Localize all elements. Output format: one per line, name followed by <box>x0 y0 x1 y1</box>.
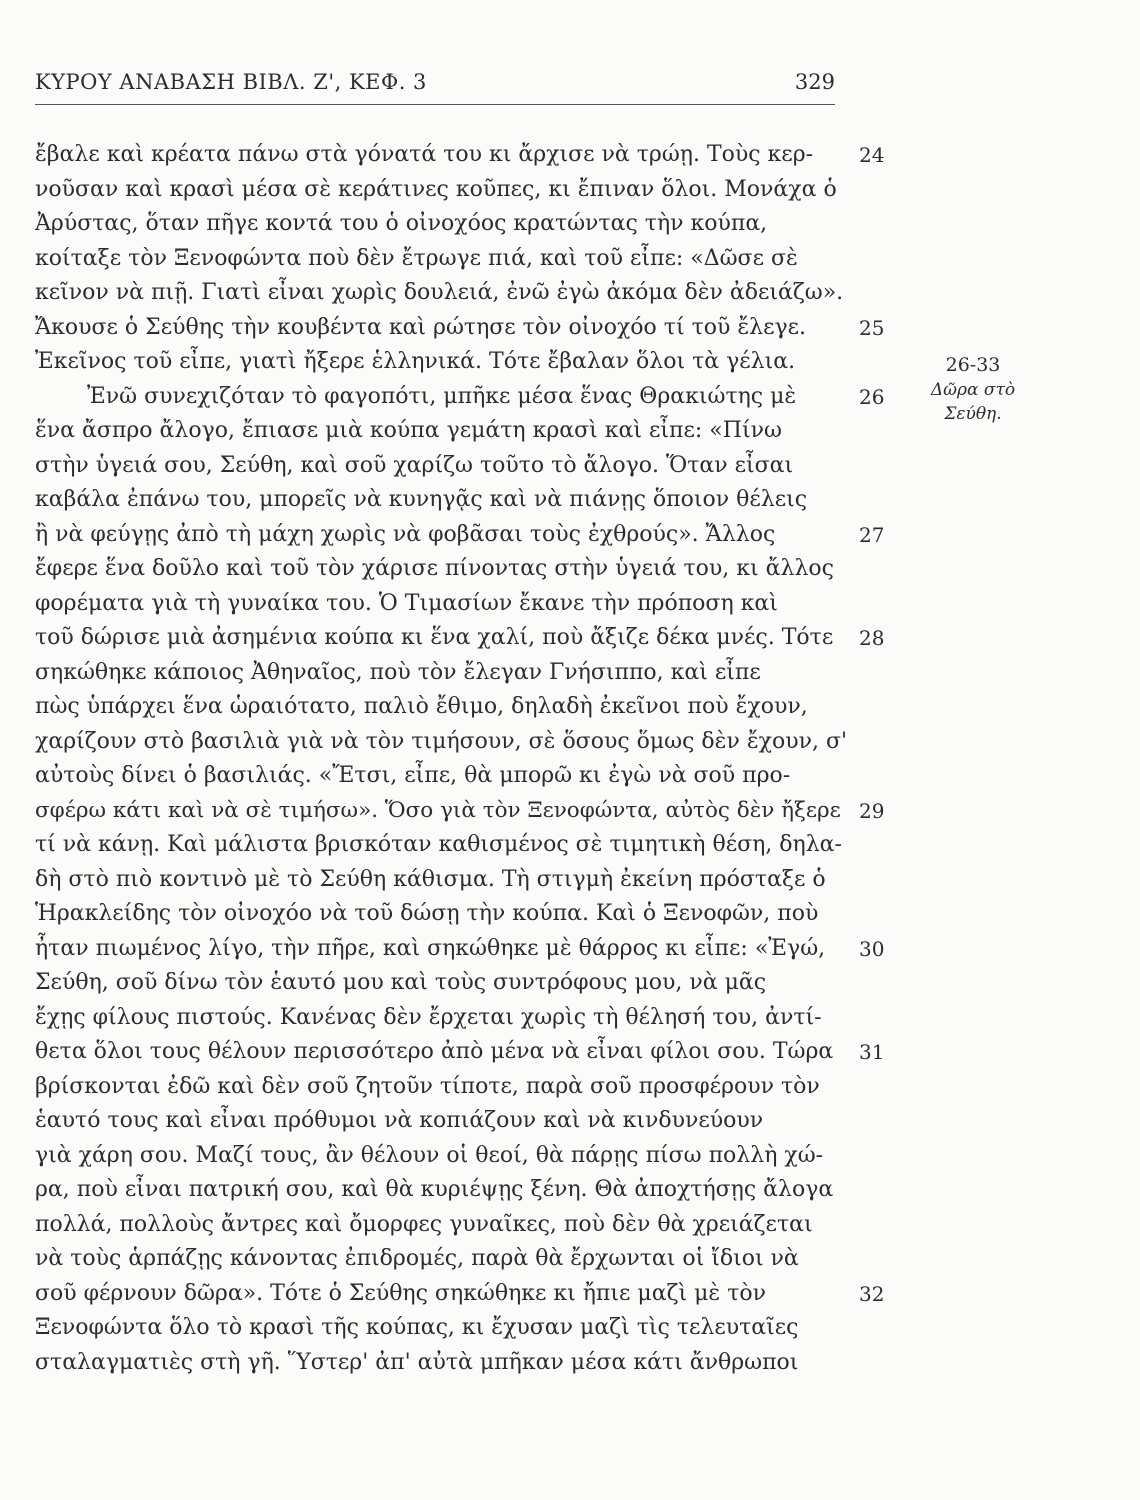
text-line-content: Ξενοφώντα ὅλο τὸ κρασὶ τῆς κούπας, κι ἔχυσαν μαζὶ τὶς τελευταῖες <box>35 1315 799 1340</box>
text-line <box>35 794 915 829</box>
text-line-content: ἔχῃς φίλους πιστούς. Κανένας δὲν ἔρχεται χωρὶς τὴ θέλησή του, ἀντί- <box>35 1004 822 1030</box>
text-line <box>35 725 915 760</box>
text-line-content: Ἄκουσε ὁ Σεύθης τὴν κουβέντα καὶ ρώτησε τὸν οἰνοχόο τί τοῦ ἔλεγε. <box>35 314 807 340</box>
section-number: 32 <box>859 1281 885 1306</box>
text-line <box>35 414 915 449</box>
text-line-content: φορέματα γιὰ τὴ γυναίκα του. Ὁ Τιμασίων ἔκανε τὴν πρόποση καὶ <box>35 590 778 616</box>
text-line <box>35 1277 915 1312</box>
text-line-content: νὰ τοὺς ἁρπάζῃς κάνοντας ἐπιδρομές, παρὰ θὰ ἔρχωνται οἱ ἴδιοι νὰ <box>35 1246 799 1271</box>
text-line-content: ἢ νὰ φεύγῃς ἀπὸ τὴ μάχη χωρὶς νὰ φοβᾶσαι τοὺς ἐχθρούς». Ἄλλος <box>35 521 776 547</box>
text-line <box>35 1139 915 1174</box>
text-line-content: ρα, ποὺ εἶναι πατρική σου, καὶ θὰ κυριέψῃς ξένη. Θὰ ἀποχτήσῃς ἄλογα <box>35 1177 834 1202</box>
section-number: 29 <box>859 798 885 823</box>
text-line-content: Ἐνῶ συνεχιζόταν τὸ φαγοπότι, μπῆκε μέσα ἕνας Θρακιώτης μὲ <box>87 383 797 409</box>
text-line <box>35 828 915 863</box>
text-line <box>35 552 915 587</box>
text-line <box>35 1070 915 1105</box>
header-rule <box>35 104 835 105</box>
text-line-content: γιὰ χάρη σου. Μαζί τους, ἂν θέλουν οἱ θεοί, θὰ πάρῃς πίσω πολλὴ χώ- <box>35 1142 824 1168</box>
text-line <box>35 1208 915 1243</box>
text-line <box>35 518 915 553</box>
text-line <box>35 138 915 173</box>
section-number: 28 <box>859 626 885 650</box>
text-line-content: νοῦσαν καὶ κρασὶ μέσα σὲ κεράτινες κοῦπες, κι ἔπιναν ὅλοι. Μονάχα ὁ <box>35 176 837 202</box>
text-line-content: σοῦ φέρνουν δῶρα». Τότε ὁ Σεύθης σηκώθηκε κι ἤπιε μαζὶ μὲ τὸν <box>35 1280 766 1306</box>
section-number: 25 <box>859 315 885 340</box>
text-line <box>35 1001 915 1036</box>
text-line-content: ἦταν πιωμένος λίγο, τὴν πῆρε, καὶ σηκώθηκε μὲ θάρρος κι εἶπε: «Ἐγώ, <box>35 935 826 961</box>
text-line-content: τοῦ δώρισε μιὰ ἀσημένια κούπα κι ἕνα χαλί, ποὺ ἄξιζε δέκα μνές. Τότε <box>35 625 834 650</box>
text-line-content: αὐτοὺς δίνει ὁ βασιλιάς. «Ἔτσι, εἶπε, θὰ μπορῶ κι ἐγὼ νὰ σοῦ προ- <box>35 763 791 788</box>
text-line <box>35 449 915 484</box>
text-line <box>35 1346 915 1381</box>
text-line-content: ἔφερε ἕνα δοῦλο καὶ τοῦ τὸν χάρισε πίνοντας στὴν ὑγειά του, κι ἄλλος <box>35 556 834 581</box>
text-line-content: σηκώθηκε κάποιος Ἀθηναῖος, ποὺ τὸν ἔλεγαν Γνήσιππο, καὶ εἶπε <box>35 659 761 685</box>
text-line-content: ἑαυτό τους καὶ εἶναι πρόθυμοι νὰ κοπιάζουν καὶ νὰ κινδυνεύουν <box>35 1108 764 1133</box>
text-line <box>35 242 915 277</box>
text-line <box>35 1242 915 1277</box>
text-line-content: ἔβαλε καὶ κρέατα πάνω στὰ γόνατά του κι ἄρχισε νὰ τρώῃ. Τοὺς κερ- <box>35 142 814 167</box>
page-number: 329 <box>794 70 835 94</box>
text-line-content: Σεύθη, σοῦ δίνω τὸν ἑαυτό μου καὶ τοὺς συντρόφους μου, νὰ μᾶς <box>35 970 767 995</box>
text-line-content: σταλαγματιὲς στὴ γῆ. Ὕστερ' ἀπ' αὐτὰ μπῆκαν μέσα κάτι ἄνθρωποι <box>35 1349 799 1375</box>
text-line <box>35 276 915 311</box>
text-line-content: Ἡρακλείδης τὸν οἰνοχόο νὰ τοῦ δώσῃ τὴν κούπα. Καὶ ὁ Ξενοφῶν, ποὺ <box>35 901 819 926</box>
text-line <box>35 690 915 725</box>
text-line <box>35 345 915 380</box>
text-line <box>35 656 915 691</box>
text-line-content: πολλά, πολλοὺς ἄντρες καὶ ὄμορφες γυναῖκες, ποὺ δὲν θὰ χρειάζεται <box>35 1211 813 1237</box>
text-line <box>35 1173 915 1208</box>
text-line <box>35 863 915 898</box>
text-line <box>35 173 915 208</box>
section-number: 27 <box>859 522 885 547</box>
text-line <box>35 1311 915 1346</box>
running-header <box>35 70 835 102</box>
text-line-content: Ἐκεῖνος τοῦ εἶπε, γιατὶ ἤξερε ἑλληνικά. Τότε ἔβαλαν ὅλοι τὰ γέλια. <box>35 349 796 374</box>
running-title: ΚΥΡΟΥ ΑΝΑΒΑΣΗ ΒΙΒΛ. Ζ', ΚΕΦ. 3 <box>35 70 427 94</box>
text-line <box>35 966 915 1001</box>
text-line-content: βρίσκονται ἐδῶ καὶ δὲν σοῦ ζητοῦν τίποτε, παρὰ σοῦ προσφέρουν τὸν <box>35 1073 820 1099</box>
section-number: 30 <box>859 936 885 961</box>
text-line <box>35 759 915 794</box>
text-line-content: καβάλα ἐπάνω του, μπορεῖς νὰ κυνηγᾷς καὶ νὰ πιάνῃς ὅποιον θέλεις <box>35 487 808 512</box>
text-line <box>35 587 915 622</box>
margin-note-range: 26-33 <box>945 354 1001 376</box>
margin-note-line-2: Σεύθη. <box>944 404 1002 424</box>
text-line <box>35 483 915 518</box>
text-line <box>35 932 915 967</box>
text-line-content: ἕνα ἄσπρο ἄλογο, ἔπιασε μιὰ κούπα γεμάτη κρασὶ καὶ εἶπε: «Πίνω <box>35 418 782 443</box>
text-line <box>35 897 915 932</box>
text-line <box>35 621 915 656</box>
text-line-content: στὴν ὑγειά σου, Σεύθη, καὶ σοῦ χαρίζω τοῦτο τὸ ἄλογο. Ὅταν εἶσαι <box>35 452 794 478</box>
section-number: 31 <box>859 1040 885 1064</box>
text-line <box>35 207 915 242</box>
text-line <box>35 311 915 346</box>
section-number: 26 <box>859 384 885 409</box>
margin-note <box>928 352 1018 426</box>
body-text <box>35 138 915 1380</box>
section-number: 24 <box>859 143 885 167</box>
text-line-content: κεῖνον νὰ πιῇ. Γιατὶ εἶναι χωρὶς δουλειά, ἐνῶ ἐγὼ ἀκόμα δὲν ἀδειάζω». <box>35 280 844 305</box>
text-line-content: δὴ στὸ πιὸ κοντινὸ μὲ τὸ Σεύθη κάθισμα. Τὴ στιγμὴ ἐκείνη πρόσταξε ὁ <box>35 866 826 892</box>
text-line <box>35 1104 915 1139</box>
text-line-content: θετα ὅλοι τους θέλουν περισσότερο ἀπὸ μένα νὰ εἶναι φίλοι σου. Τώρα <box>35 1039 834 1064</box>
text-line-content: κοίταξε τὸν Ξενοφώντα ποὺ δὲν ἔτρωγε πιά, καὶ τοῦ εἶπε: «Δῶσε σὲ <box>35 245 798 271</box>
text-line-content: τί νὰ κάνῃ. Καὶ μάλιστα βρισκόταν καθισμένος σὲ τιμητικὴ θέση, δηλα- <box>35 832 842 857</box>
margin-note-line-1: Δῶρα στὸ <box>930 380 1016 400</box>
text-line-content: Ἀρύστας, ὅταν πῆγε κοντά του ὁ οἰνοχόος κρατώντας τὴν κούπα, <box>35 211 768 236</box>
text-line-content: χαρίζουν στὸ βασιλιὰ γιὰ νὰ τὸν τιμήσουν, σὲ ὅσους ὅμως δὲν ἔχουν, σ' <box>35 728 848 754</box>
text-line-content: πὼς ὑπάρχει ἕνα ὡραιότατο, παλιὸ ἔθιμο, δηλαδὴ ἐκεῖνοι ποὺ ἔχουν, <box>35 694 808 719</box>
text-line-content: σφέρω κάτι καὶ νὰ σὲ τιμήσω». Ὅσο γιὰ τὸν Ξενοφώντα, αὐτὸς δὲν ἤξερε <box>35 797 841 823</box>
text-line <box>35 1035 915 1070</box>
text-line <box>35 380 915 415</box>
